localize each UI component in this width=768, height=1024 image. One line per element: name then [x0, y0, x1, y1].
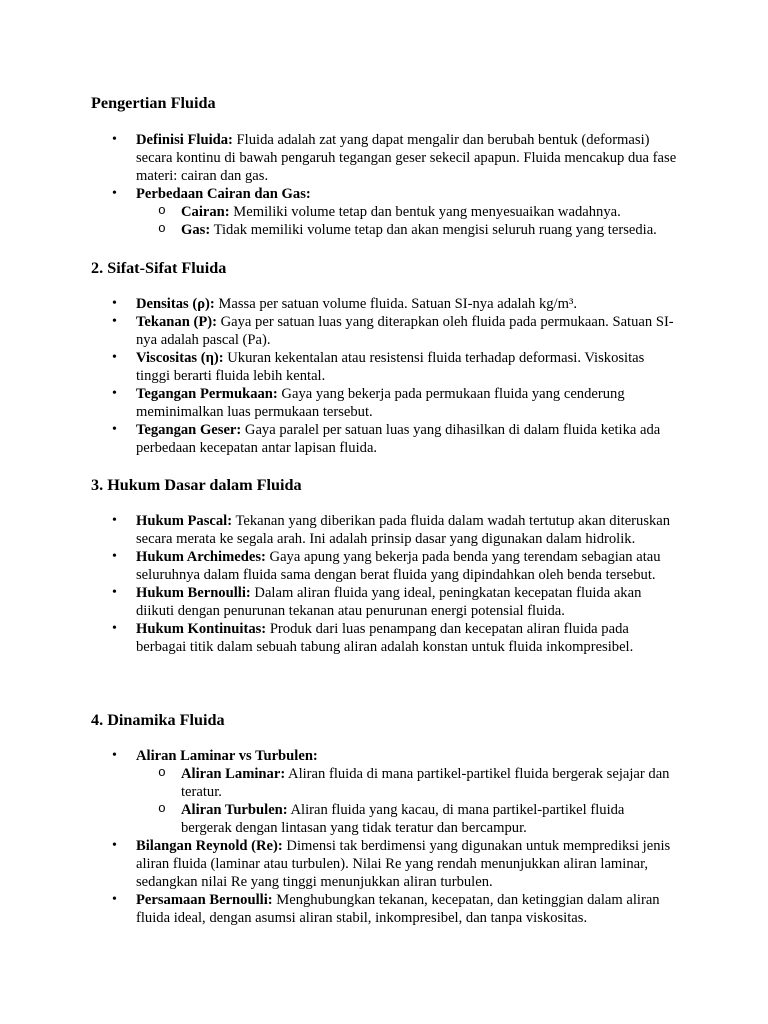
- item-text: Produk dari luas penampang dan kecepatan aliran fluida pada berbagai titik dalam sebuah tabung aliran adalah konstan untuk fluida inkompresibel.: [136, 621, 634, 655]
- list-item: [0, 421, 681, 457]
- item-term: Perbedaan Cairan dan Gas:: [136, 186, 311, 202]
- list-item: [0, 891, 681, 927]
- item-term: Tekanan (P):: [136, 314, 217, 330]
- item-term: Densitas (ρ):: [136, 296, 215, 312]
- section-heading: 4. Dinamika Fluida: [91, 711, 225, 729]
- list-item: [0, 548, 681, 584]
- item-text: Aliran fluida yang kacau, di mana partikel-partikel fluida bergerak dengan lintasan yang tidak teratur dan bercampur.: [181, 802, 625, 836]
- list-item: [0, 837, 681, 891]
- item-term: Hukum Archimedes:: [136, 549, 266, 565]
- item-term: Hukum Bernoulli:: [136, 585, 251, 601]
- list-item: [0, 185, 681, 239]
- item-text: Gaya per satuan luas yang diterapkan oleh fluida pada permukaan. Satuan SI-nya adalah pascal (Pa).: [136, 314, 674, 348]
- item-text: Menghubungkan tekanan, kecepatan, dan ketinggian dalam aliran fluida ideal, dengan asumsi aliran stabil, inkompresibel, dan tanpa viskositas.: [136, 892, 660, 926]
- item-term: Aliran Turbulen:: [181, 802, 288, 818]
- item-text: Gaya yang bekerja pada permukaan fluida yang cenderung meminimalkan luas permukaan tersebut.: [136, 386, 625, 420]
- item-text: Dalam aliran fluida yang ideal, peningkatan kecepatan fluida akan diikuti dengan penurunan tekanan atau penurunan energi potensial fluida.: [136, 585, 642, 619]
- item-term: Hukum Pascal:: [136, 513, 233, 529]
- item-text: Tekanan yang diberikan pada fluida dalam wadah tertutup akan diteruskan secara merata ke segala arah. Ini adalah prinsip dasar yang digunakan dalam hidrolik.: [136, 513, 671, 547]
- item-text: Massa per satuan volume fluida. Satuan SI-nya adalah kg/m³.: [214, 296, 577, 312]
- bullet-list: [0, 131, 768, 239]
- section-heading: 3. Hukum Dasar dalam Fluida: [91, 476, 302, 494]
- sub-list-item: [136, 203, 678, 221]
- list-item: [0, 620, 681, 656]
- item-text: Gaya paralel per satuan luas yang dihasilkan di dalam fluida ketika ada perbedaan kecepatan antar lapisan fluida.: [136, 422, 661, 456]
- list-item: [0, 131, 681, 185]
- item-term: Aliran Laminar vs Turbulen:: [136, 748, 318, 764]
- item-term: Tegangan Geser:: [136, 422, 242, 438]
- list-item: [0, 313, 681, 349]
- item-text: Aliran fluida di mana partikel-partikel fluida bergerak sejajar dan teratur.: [181, 766, 670, 800]
- item-text: Memiliki volume tetap dan bentuk yang menyesuaikan wadahnya.: [229, 204, 621, 220]
- list-item: [0, 584, 681, 620]
- list-item: [0, 747, 681, 837]
- sub-bullet-list: [136, 203, 681, 239]
- section-heading: Pengertian Fluida: [91, 94, 216, 112]
- item-term: Bilangan Reynold (Re):: [136, 838, 283, 854]
- sub-list-item: [136, 801, 678, 837]
- item-term: Persamaan Bernoulli:: [136, 892, 273, 908]
- item-text: Gaya apung yang bekerja pada benda yang terendam sebagian atau seluruhnya dalam fluida sama dengan berat fluida yang dipindahkan oleh benda tersebut.: [136, 549, 661, 583]
- item-term: Viscositas (η):: [136, 350, 224, 366]
- item-text: Tidak memiliki volume tetap dan akan mengisi seluruh ruang yang tersedia.: [210, 222, 657, 238]
- bullet-list: [0, 512, 768, 656]
- list-item: [0, 295, 681, 313]
- item-text: Ukuran kekentalan atau resistensi fluida terhadap deformasi. Viskositas tinggi berarti fluida lebih kental.: [136, 350, 645, 384]
- item-term: Cairan:: [181, 204, 230, 220]
- item-term: Hukum Kontinuitas:: [136, 621, 267, 637]
- bullet-list: [0, 295, 768, 457]
- sub-list-item: [136, 221, 678, 239]
- item-term: Gas:: [181, 222, 211, 238]
- list-item: [0, 385, 681, 421]
- sub-bullet-list: [136, 765, 681, 837]
- item-text: Dimensi tak berdimensi yang digunakan untuk memprediksi jenis aliran fluida (laminar atau turbulen). Nilai Re yang rendah menunjukkan aliran laminar, sedangkan nilai Re yang tinggi menunjukkan aliran turbulen.: [136, 838, 671, 890]
- list-item: [0, 512, 681, 548]
- item-text: Fluida adalah zat yang dapat mengalir dan berubah bentuk (deformasi) secara kontinu di bawah pengaruh tegangan geser sekecil apapun. Fluida mencakup dua fase materi: cairan dan gas.: [136, 132, 677, 184]
- item-term: Definisi Fluida:: [136, 132, 233, 148]
- bullet-list: [0, 747, 768, 927]
- sub-list-item: [136, 765, 678, 801]
- item-term: Aliran Laminar:: [181, 766, 286, 782]
- section-heading: 2. Sifat-Sifat Fluida: [91, 259, 227, 277]
- item-term: Tegangan Permukaan:: [136, 386, 278, 402]
- list-item: [0, 349, 681, 385]
